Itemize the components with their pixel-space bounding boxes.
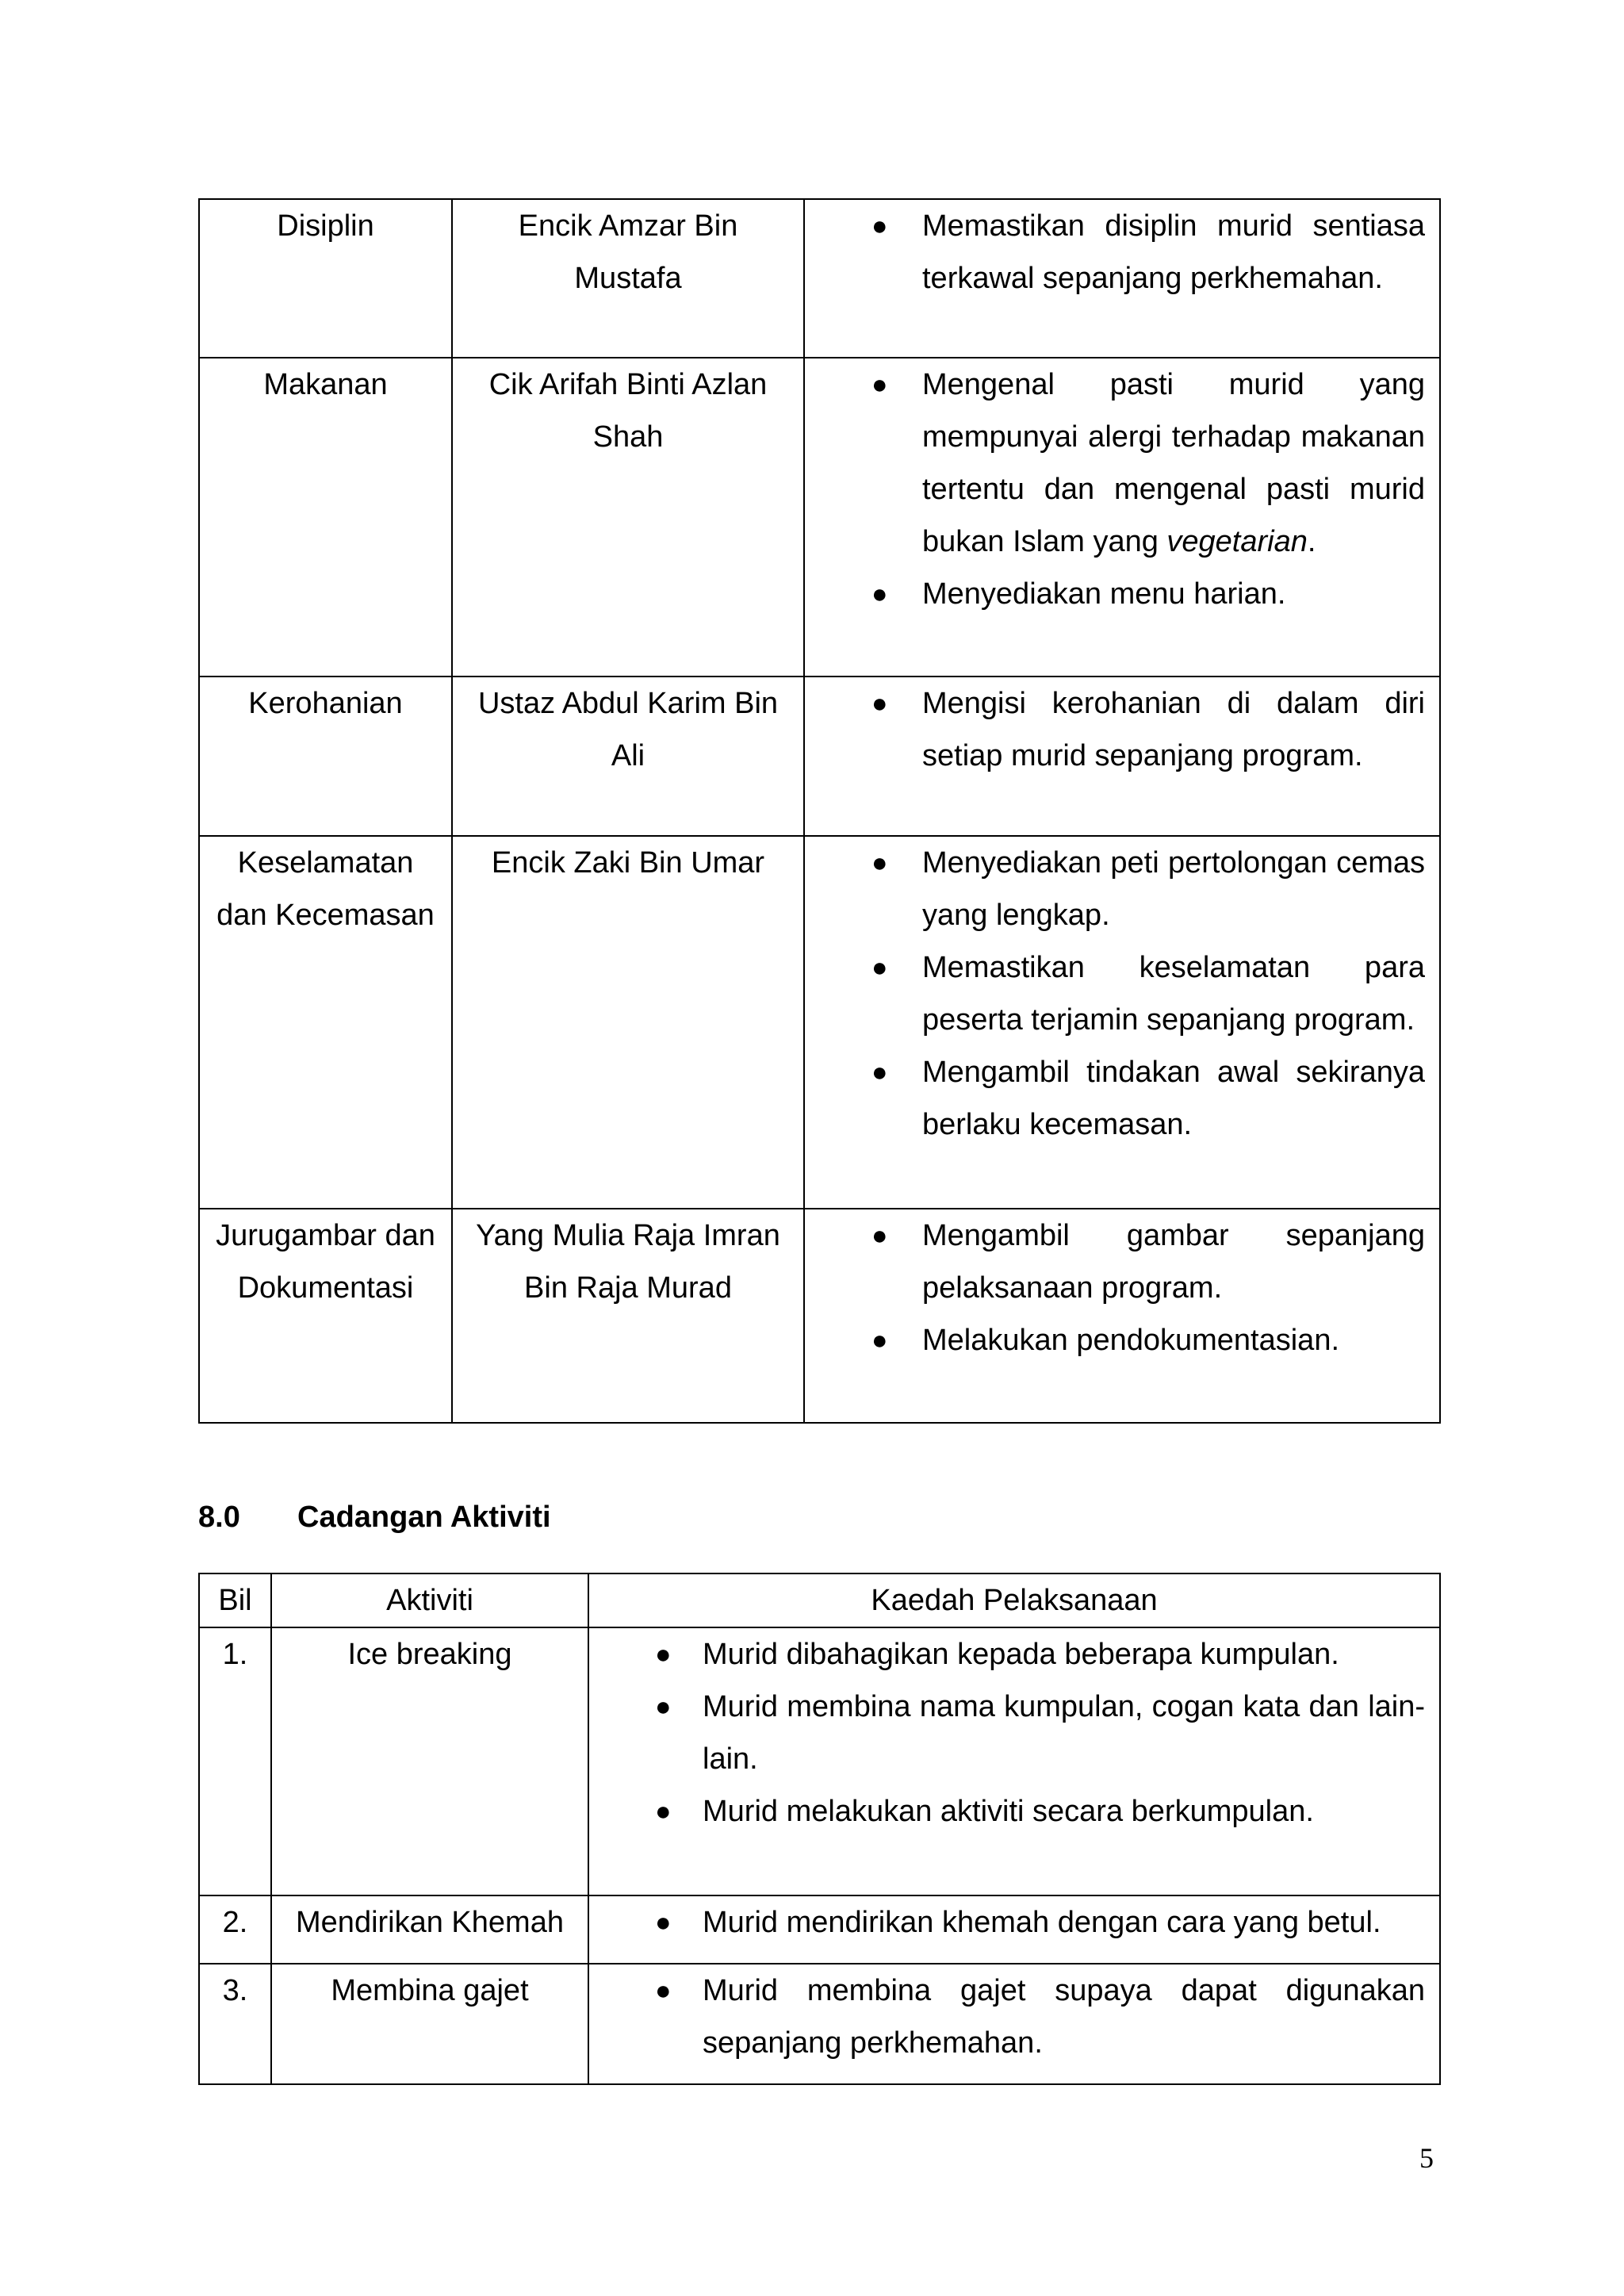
method-text: Murid mendirikan khemah dengan cara yang betul. (703, 1906, 1381, 1939)
role-line: Disiplin (277, 209, 374, 243)
bullet-icon: ● (871, 211, 888, 241)
duty-text: Memastikan disiplin murid sentiasa terkawal sepanjang perkhemahan. (922, 209, 1425, 295)
duty-item (805, 837, 1425, 941)
method-list (589, 1628, 1425, 1838)
activities-table (198, 1573, 1441, 2085)
duties-cell (804, 358, 1440, 677)
duties-cell (804, 1209, 1440, 1423)
duties-cell (804, 199, 1440, 358)
bil-cell: 3. (199, 1964, 271, 2084)
duty-text: Mengambil gambar sepanjang pelaksanaan program. (922, 1219, 1425, 1305)
method-item (589, 1628, 1425, 1681)
duties-list (805, 1209, 1425, 1366)
section-title: Cadangan Aktiviti (297, 1501, 551, 1534)
bullet-icon: ● (655, 1692, 672, 1722)
header-activity: Aktiviti (271, 1573, 588, 1627)
activity-row (199, 1895, 1440, 1964)
committee-row (199, 358, 1440, 677)
duty-item (805, 677, 1425, 782)
bullet-icon: ● (871, 848, 888, 878)
method-item (589, 1681, 1425, 1785)
person-cell (452, 1209, 804, 1423)
person-cell (452, 358, 804, 677)
method-text: Murid dibahagikan kepada beberapa kumpulan. (703, 1638, 1339, 1671)
duties-cell (804, 836, 1440, 1209)
activity-cell: Mendirikan Khemah (271, 1895, 588, 1964)
duty-item (805, 1046, 1425, 1151)
bullet-icon: ● (655, 1976, 672, 2006)
committee-row (199, 1209, 1440, 1423)
bil-cell: 1. (199, 1627, 271, 1895)
activity-cell: Ice breaking (271, 1627, 588, 1895)
page-number: 5 (1419, 2142, 1434, 2174)
activity-row (199, 1627, 1440, 1895)
person-line: Bin Raja Murad (524, 1271, 732, 1305)
duties-list (805, 200, 1425, 305)
header-method: Kaedah Pelaksanaan (588, 1573, 1440, 1627)
duty-text: Mengenal pasti murid yang mempunyai alergi terhadap makanan tertentu dan mengenal pasti murid bukan Islam yang (922, 368, 1425, 558)
method-cell (588, 1964, 1440, 2084)
person-line: Cik Arifah Binti Azlan (488, 368, 768, 401)
role-cell (199, 677, 452, 836)
bullet-icon: ● (871, 688, 888, 719)
section-number: 8.0 (198, 1501, 240, 1534)
person-cell (452, 836, 804, 1209)
duty-text: Menyediakan menu harian. (922, 577, 1286, 611)
duty-text: Memastikan keselamatan para peserta terjamin sepanjang program. (922, 951, 1425, 1037)
section-heading (198, 1491, 551, 1543)
duty-text: Mengambil tindakan awal sekiranya berlaku kecemasan. (922, 1056, 1425, 1141)
method-list (589, 1964, 1425, 2069)
role-line: dan Kecemasan (216, 899, 435, 932)
method-cell (588, 1627, 1440, 1895)
role-cell (199, 358, 452, 677)
method-text: Murid melakukan aktiviti secara berkumpulan. (703, 1795, 1314, 1828)
person-line: Shah (592, 420, 664, 454)
person-cell (452, 199, 804, 358)
person-line: Mustafa (574, 262, 682, 295)
committee-row (199, 199, 1440, 358)
duties-list (805, 837, 1425, 1151)
activity-cell: Membina gajet (271, 1964, 588, 2084)
role-line: Dokumentasi (237, 1271, 414, 1305)
duty-item (805, 200, 1425, 305)
duty-item (805, 1314, 1425, 1366)
duty-item: ● Mengenal pasti murid yang mempunyai alergi terhadap makanan tertentu dan mengenal pasti murid bukan Islam yang vegetarian. (805, 358, 1425, 568)
role-line: Makanan (263, 368, 388, 401)
role-cell (199, 1209, 452, 1423)
role-line: Keselamatan (237, 846, 414, 880)
committee-table (198, 198, 1441, 1424)
person-line: Encik Amzar Bin (518, 209, 738, 243)
bullet-icon: ● (655, 1907, 672, 1938)
activity-row (199, 1964, 1440, 2084)
method-item (589, 1896, 1425, 1949)
method-text: Murid membina gajet supaya dapat digunakan sepanjang perkhemahan. (703, 1974, 1425, 2060)
person-cell (452, 677, 804, 836)
role-cell (199, 199, 452, 358)
duty-item (805, 1209, 1425, 1314)
bullet-icon: ● (871, 953, 888, 983)
duty-text: Mengisi kerohanian di dalam diri setiap murid sepanjang program. (922, 687, 1425, 772)
duty-item (805, 568, 1425, 620)
role-line: Kerohanian (248, 687, 403, 720)
activities-header-row (199, 1573, 1440, 1627)
bullet-icon: ● (871, 579, 888, 609)
person-line: Ali (611, 739, 645, 772)
bullet-icon: ● (655, 1639, 672, 1669)
method-text: Murid membina nama kumpulan, cogan kata dan lain-lain. (703, 1690, 1425, 1776)
bullet-icon: ● (871, 1057, 888, 1087)
bullet-icon: ● (871, 1221, 888, 1251)
bullet-icon: ● (871, 1325, 888, 1355)
duty-text: Melakukan pendokumentasian. (922, 1324, 1340, 1357)
bil-cell: 2. (199, 1895, 271, 1964)
method-list (589, 1896, 1425, 1949)
duty-italic-text: vegetarian (1166, 525, 1308, 558)
duty-item (805, 941, 1425, 1046)
bullet-icon: ● (871, 370, 888, 400)
person-line: Ustaz Abdul Karim Bin (477, 687, 779, 720)
method-item (589, 1785, 1425, 1838)
bullet-icon: ● (655, 1796, 672, 1826)
person-line: Encik Zaki Bin Umar (491, 846, 765, 880)
role-cell (199, 836, 452, 1209)
committee-row (199, 836, 1440, 1209)
duties-list (805, 358, 1425, 620)
method-cell (588, 1895, 1440, 1964)
person-line: Yang Mulia Raja Imran (476, 1219, 780, 1252)
committee-row (199, 677, 1440, 836)
duties-list (805, 677, 1425, 782)
role-line: Jurugambar dan (216, 1219, 435, 1252)
header-bil: Bil (199, 1573, 271, 1627)
method-item (589, 1964, 1425, 2069)
duties-cell (804, 677, 1440, 836)
duty-text: Menyediakan peti pertolongan cemas yang lengkap. (922, 846, 1425, 932)
